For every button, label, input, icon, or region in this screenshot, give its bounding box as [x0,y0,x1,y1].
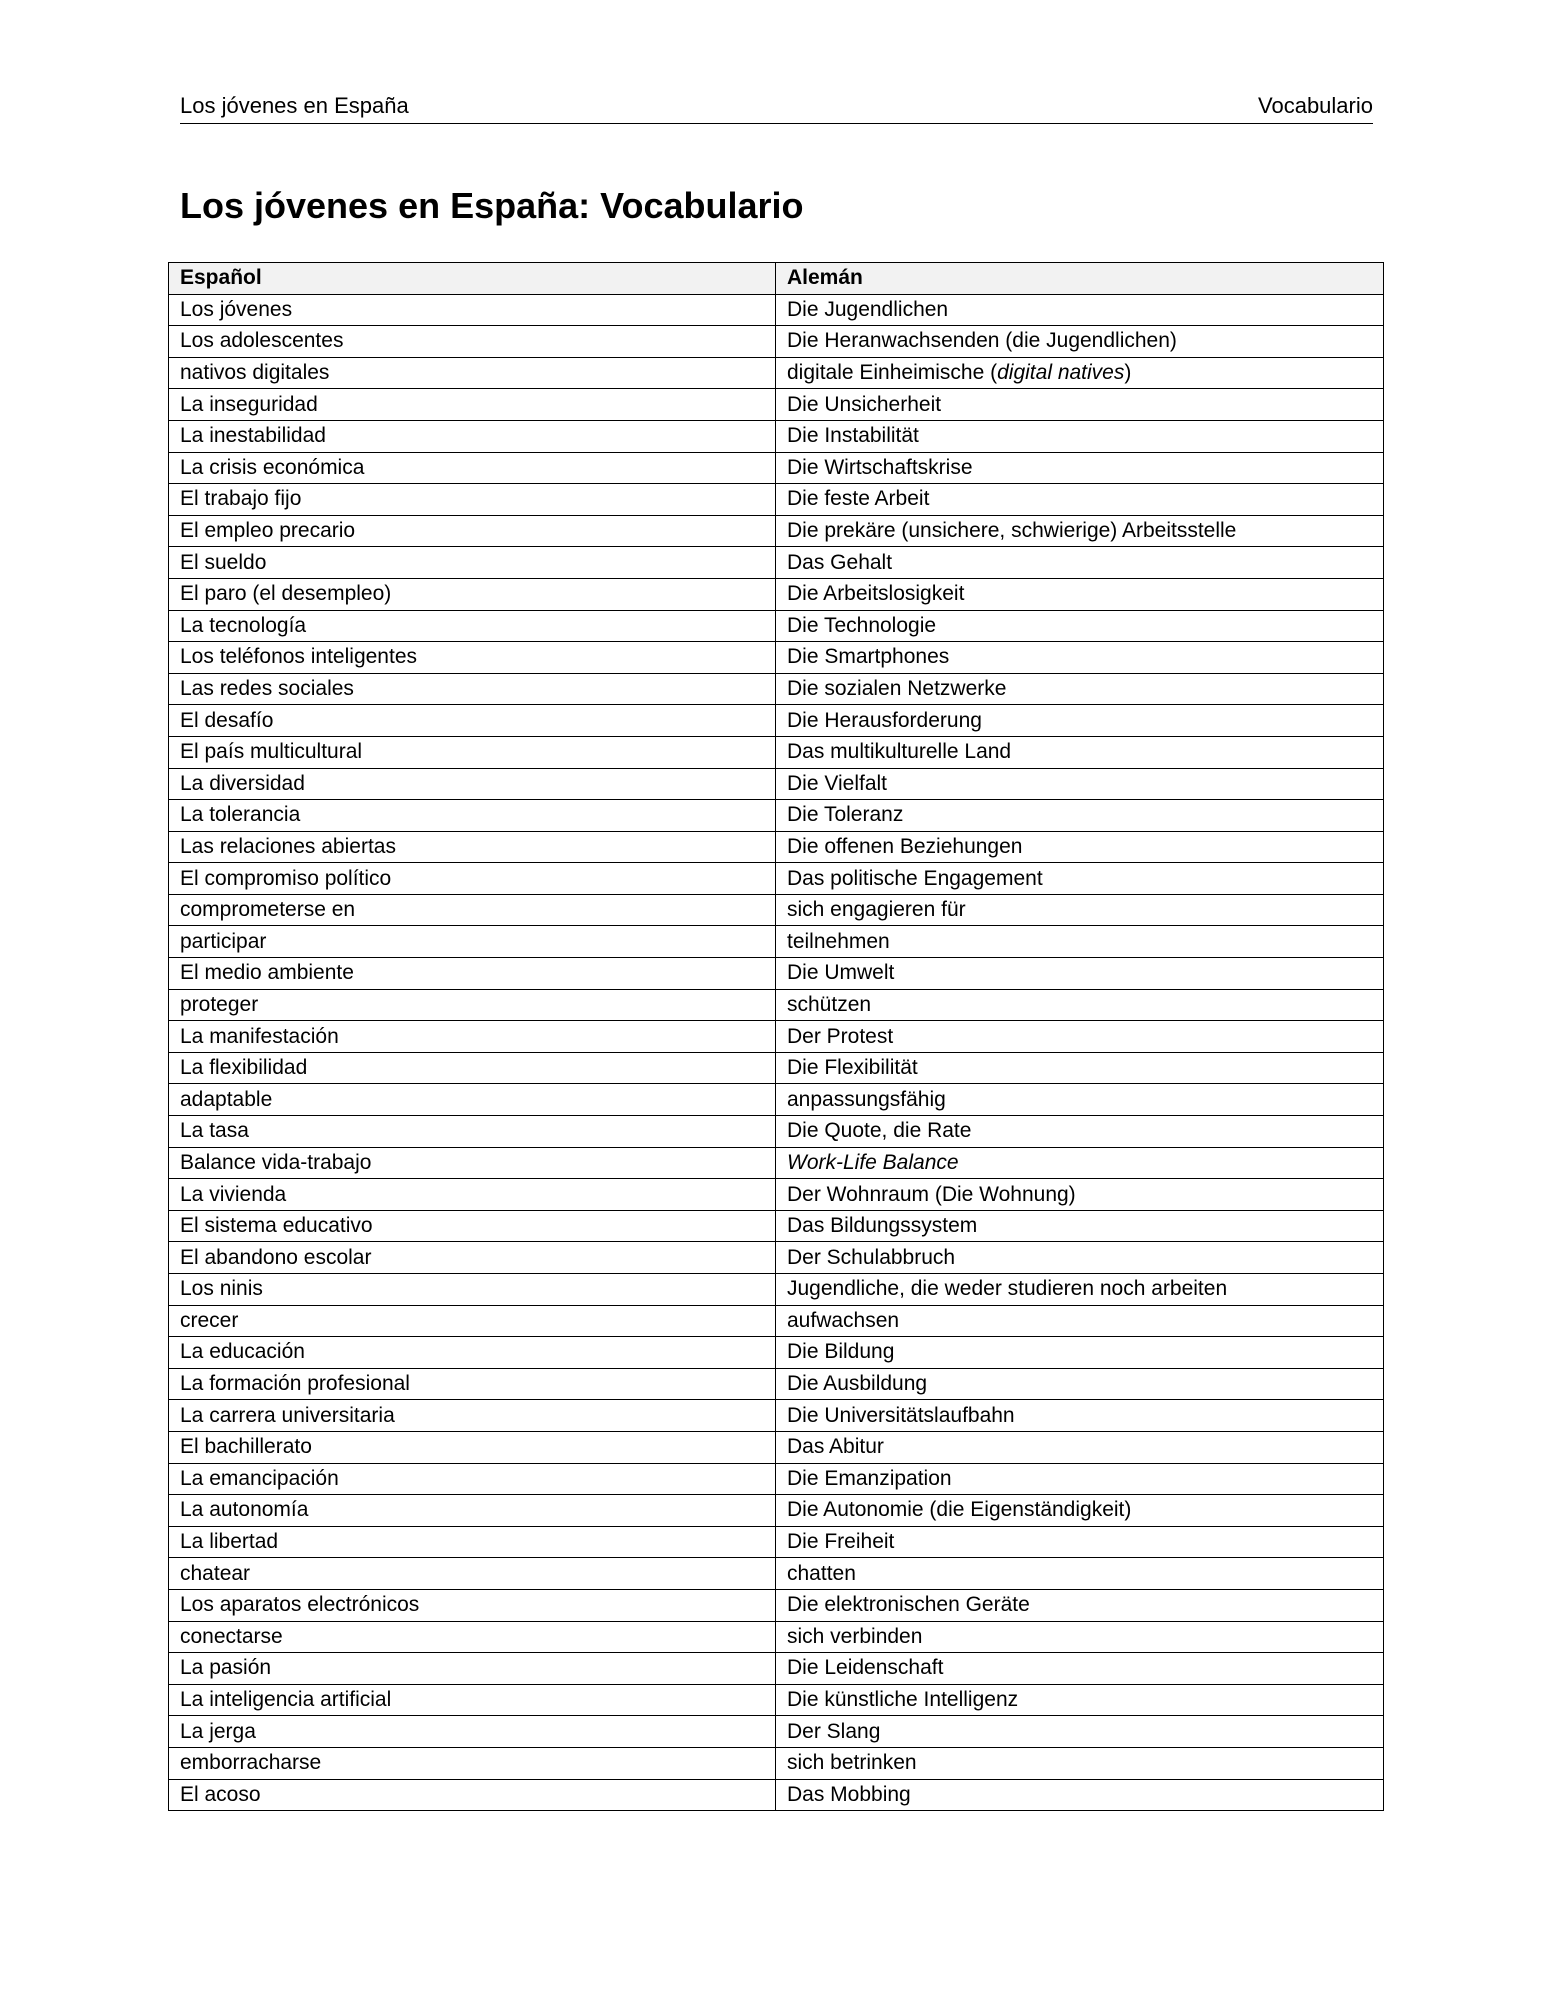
table-row [169,1463,1384,1495]
german-translation: Der Slang [776,1716,1384,1748]
german-translation: Die Technologie [776,610,1384,642]
german-translation: Die sozialen Netzwerke [776,673,1384,705]
german-translation: Die Toleranz [776,800,1384,832]
table-row [169,1147,1384,1179]
german-translation: Die Bildung [776,1337,1384,1369]
spanish-term: Los jóvenes [169,294,776,326]
table-row [169,1210,1384,1242]
table-row [169,326,1384,358]
header-right-text: Vocabulario [1258,93,1373,118]
table-row [169,1621,1384,1653]
spanish-term: La libertad [169,1526,776,1558]
document-title: Los jóvenes en España: Vocabulario [180,185,804,226]
table-row [169,958,1384,990]
german-translation: Die Ausbildung [776,1368,1384,1400]
spanish-term: crecer [169,1305,776,1337]
table-row [169,1179,1384,1211]
table-row [169,1526,1384,1558]
german-translation: sich engagieren für [776,894,1384,926]
german-translation: Die Arbeitslosigkeit [776,578,1384,610]
german-translation: sich betrinken [776,1747,1384,1779]
table-row [169,389,1384,421]
spanish-term: La crisis económica [169,452,776,484]
spanish-term: El bachillerato [169,1431,776,1463]
german-translation [776,1147,1384,1179]
spanish-term: El país multicultural [169,736,776,768]
german-translation: Die offenen Beziehungen [776,831,1384,863]
table-row [169,1084,1384,1116]
table-row [169,1558,1384,1590]
spanish-term: Las relaciones abiertas [169,831,776,863]
table-row [169,1368,1384,1400]
spanish-term: proteger [169,989,776,1021]
german-translation: Die Universitätslaufbahn [776,1400,1384,1432]
spanish-term: La vivienda [169,1179,776,1211]
german-translation: Das Gehalt [776,547,1384,579]
spanish-term: La tolerancia [169,800,776,832]
vocabulary-table [168,262,1384,1811]
german-translation: Das Abitur [776,1431,1384,1463]
spanish-term: nativos digitales [169,357,776,389]
german-translation: teilnehmen [776,926,1384,958]
german-translation: Die Wirtschaftskrise [776,452,1384,484]
table-row [169,831,1384,863]
spanish-term: El medio ambiente [169,958,776,990]
german-translation: chatten [776,1558,1384,1590]
german-translation: Das Mobbing [776,1779,1384,1811]
spanish-term: Los aparatos electrónicos [169,1589,776,1621]
german-translation: sich verbinden [776,1621,1384,1653]
german-translation: Die Quote, die Rate [776,1116,1384,1148]
spanish-term: adaptable [169,1084,776,1116]
column-header-german: Alemán [776,263,1384,295]
table-row [169,673,1384,705]
german-translation: Die Leidenschaft [776,1653,1384,1685]
table-row [169,989,1384,1021]
spanish-term: La flexibilidad [169,1052,776,1084]
table-row [169,1431,1384,1463]
german-translation: Die Herausforderung [776,705,1384,737]
table-row [169,610,1384,642]
german-translation: Die Autonomie (die Eigenständigkeit) [776,1495,1384,1527]
german-translation: Die Unsicherheit [776,389,1384,421]
german-translation: Die Heranwachsenden (die Jugendlichen) [776,326,1384,358]
german-translation: Die Emanzipation [776,1463,1384,1495]
table-row [169,1052,1384,1084]
table-row [169,768,1384,800]
table-row [169,294,1384,326]
spanish-term: emborracharse [169,1747,776,1779]
table-row [169,894,1384,926]
german-translation: Die Jugendlichen [776,294,1384,326]
spanish-term: La autonomía [169,1495,776,1527]
german-translation: Die Umwelt [776,958,1384,990]
spanish-term: participar [169,926,776,958]
german-translation: Die prekäre (unsichere, schwierige) Arbeitsstelle [776,515,1384,547]
german-translation: schützen [776,989,1384,1021]
table-row [169,800,1384,832]
german-translation: Der Wohnraum (Die Wohnung) [776,1179,1384,1211]
header-left-text: Los jóvenes en España [180,93,409,118]
spanish-term: La formación profesional [169,1368,776,1400]
spanish-term: chatear [169,1558,776,1590]
table-row [169,1021,1384,1053]
german-translation: Das politische Engagement [776,863,1384,895]
german-translation: Die Vielfalt [776,768,1384,800]
german-translation: Jugendliche, die weder studieren noch arbeiten [776,1274,1384,1306]
table-row [169,1747,1384,1779]
spanish-term: La inestabilidad [169,420,776,452]
spanish-term: Las redes sociales [169,673,776,705]
german-translation: Die feste Arbeit [776,484,1384,516]
table-row [169,578,1384,610]
spanish-term: La tecnología [169,610,776,642]
table-row [169,452,1384,484]
spanish-term: El sueldo [169,547,776,579]
table-row [169,1495,1384,1527]
german-text-suffix: ) [1124,361,1132,385]
table-row [169,863,1384,895]
spanish-term: La manifestación [169,1021,776,1053]
spanish-term: Balance vida-trabajo [169,1147,776,1179]
spanish-term: La tasa [169,1116,776,1148]
spanish-term: conectarse [169,1621,776,1653]
spanish-term: comprometerse en [169,894,776,926]
spanish-term: Los ninis [169,1274,776,1306]
table-row [169,1116,1384,1148]
table-row [169,420,1384,452]
german-translation: Der Protest [776,1021,1384,1053]
table-row [169,1242,1384,1274]
german-text: digitale Einheimische ( [787,361,998,385]
german-translation: anpassungsfähig [776,1084,1384,1116]
spanish-term: Los adolescentes [169,326,776,358]
spanish-term: El sistema educativo [169,1210,776,1242]
german-translation [776,357,1384,389]
spanish-term: El compromiso político [169,863,776,895]
table-row [169,736,1384,768]
german-translation: Die Flexibilität [776,1052,1384,1084]
table-row [169,1653,1384,1685]
spanish-term: La carrera universitaria [169,1400,776,1432]
table-row [169,1274,1384,1306]
table-row [169,484,1384,516]
german-translation: Das Bildungssystem [776,1210,1384,1242]
german-translation: Die Freiheit [776,1526,1384,1558]
table-header-row [169,263,1384,295]
table-row [169,357,1384,389]
spanish-term: El paro (el desempleo) [169,578,776,610]
table-row [169,1779,1384,1811]
spanish-term: La inseguridad [169,389,776,421]
spanish-term: El empleo precario [169,515,776,547]
table-row [169,515,1384,547]
spanish-term: El trabajo fijo [169,484,776,516]
spanish-term: La pasión [169,1653,776,1685]
german-text-italic: Work-Life Balance [787,1150,959,1174]
spanish-term: Los teléfonos inteligentes [169,642,776,674]
german-translation: Das multikulturelle Land [776,736,1384,768]
table-row [169,1400,1384,1432]
spanish-term: El acoso [169,1779,776,1811]
page-header [180,92,1373,124]
spanish-term: La inteligencia artificial [169,1684,776,1716]
german-translation: aufwachsen [776,1305,1384,1337]
spanish-term: La emancipación [169,1463,776,1495]
german-translation: Die Smartphones [776,642,1384,674]
table-row [169,705,1384,737]
spanish-term: La educación [169,1337,776,1369]
german-translation: Die Instabilität [776,420,1384,452]
table-row [169,926,1384,958]
spanish-term: La diversidad [169,768,776,800]
vocabulary-table-body [169,294,1384,1811]
spanish-term: El abandono escolar [169,1242,776,1274]
german-translation: Die künstliche Intelligenz [776,1684,1384,1716]
table-row [169,1684,1384,1716]
table-row [169,1589,1384,1621]
german-text-italic: digital natives [997,361,1125,385]
german-translation: Die elektronischen Geräte [776,1589,1384,1621]
table-row [169,1716,1384,1748]
table-row [169,642,1384,674]
spanish-term: El desafío [169,705,776,737]
spanish-term: La jerga [169,1716,776,1748]
column-header-spanish: Español [169,263,776,295]
table-row [169,1337,1384,1369]
table-row [169,547,1384,579]
table-row [169,1305,1384,1337]
german-translation: Der Schulabbruch [776,1242,1384,1274]
